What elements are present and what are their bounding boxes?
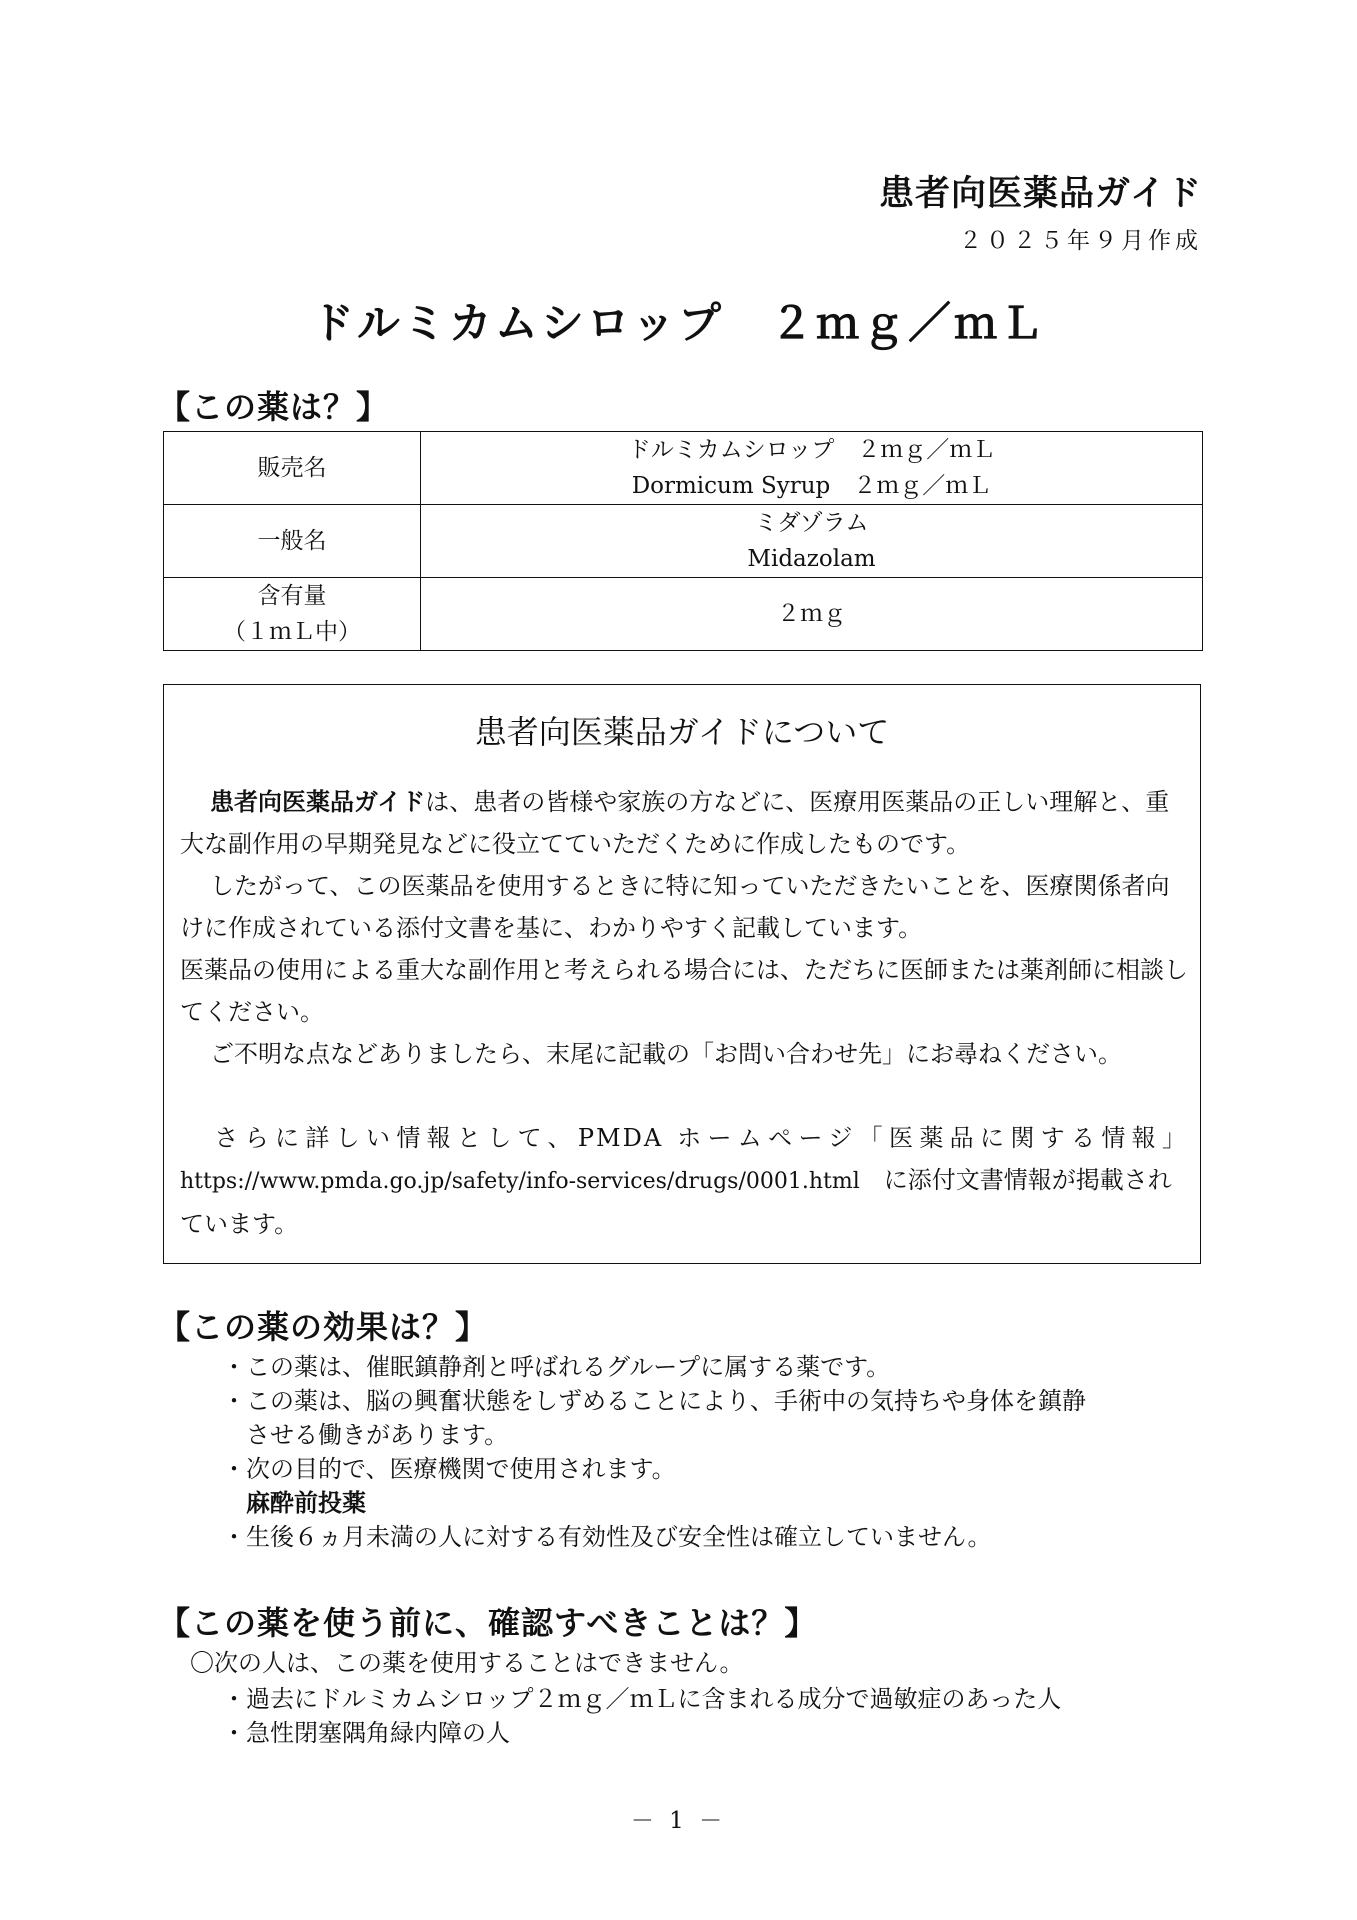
drug-info-table: [163, 431, 1203, 651]
list-item: [222, 1520, 1212, 1554]
list-item-continuation: させる働きがあります。: [246, 1421, 509, 1449]
generic-name-en: Midazolam: [747, 546, 876, 572]
before-use-intro: 〇次の人は、この薬を使用することはできません。: [190, 1649, 744, 1677]
bullet-mark: ・: [222, 1353, 246, 1381]
table-cell-label: 販売名: [164, 432, 421, 505]
effects-item-4: 生後６ヵ月未満の人に対する有効性及び安全性は確立していません。: [246, 1523, 992, 1551]
effects-item-3: 次の目的で、医療機関で使用されます。: [246, 1455, 676, 1483]
brand-name-jp: ドルミカムシロップ ２ｍｇ／ｍＬ: [627, 437, 996, 463]
list-item: [222, 1452, 1212, 1486]
guide-paragraph-1-text: は、患者の皆様や家族の方などに、医療用医薬品の正しい理解と、重大な副作用の早期発見などに役立てていただくために作成したものです。: [180, 788, 1170, 858]
list-item: [222, 1384, 1212, 1418]
guide-paragraph-5-line1: さらに詳しい情報として、PMDA ホームページ「医薬品に関する情報」: [210, 1124, 1188, 1152]
table-row: [164, 505, 1203, 578]
table-cell-value: [421, 432, 1203, 505]
generic-name-jp: ミダゾラム: [754, 510, 869, 536]
pmda-url-link[interactable]: https://www.pmda.go.jp/safety/info-services/drugs/0001.html: [180, 1169, 860, 1194]
bullet-mark: ・: [222, 1719, 246, 1747]
table-cell-label: 一般名: [164, 505, 421, 578]
guide-paragraph-5: [180, 1117, 1188, 1245]
contraindication-item-2: 急性閉塞隅角緑内障の人: [246, 1719, 510, 1747]
table-cell-value: [421, 505, 1203, 578]
contraindication-list: [222, 1682, 1212, 1750]
guide-paragraph-4-text: ご不明な点などありましたら、末尾に記載の「お問い合わせ先」にお尋ねください。: [210, 1040, 1122, 1068]
page-number: － 1 －: [630, 1808, 727, 1834]
document-type-title: 患者向医薬品ガイド: [879, 174, 1202, 214]
table-cell-label: [164, 578, 421, 651]
section-heading-effects: 【この薬の効果は？】: [158, 1308, 489, 1346]
effects-item-1: この薬は、催眠鎮静剤と呼ばれるグループに属する薬です。: [246, 1353, 891, 1381]
table-row: [164, 578, 1203, 651]
content-label-unit: （１ｍＬ中）: [223, 619, 361, 645]
list-item: [222, 1350, 1212, 1384]
guide-info-box: [163, 684, 1201, 1264]
contraindication-item-1: 過去にドルミカムシロップ２ｍｇ／ｍＬに含まれる成分で過敏症のあった人: [246, 1685, 1062, 1713]
creation-date: ２０２５年９月作成: [959, 228, 1202, 254]
guide-paragraph-2: [180, 865, 1188, 949]
effects-item-2-line1: この薬は、脳の興奮状態をしずめることにより、手術中の気持ちや身体を鎮静: [246, 1387, 1086, 1415]
section-heading-before-use: 【この薬を使う前に、確認すべきことは？】: [158, 1604, 818, 1642]
list-item: [222, 1682, 1212, 1716]
brand-name-en: Dormicum Syrup ２ｍｇ／ｍＬ: [631, 473, 992, 499]
guide-paragraph-2-text: したがって、この医薬品を使用するときに特に知っていただきたいことを、医療関係者向けに作成されている添付文書を基に、わかりやすく記載しています。: [180, 872, 1170, 942]
guide-paragraph-1: [180, 781, 1188, 865]
table-row: [164, 432, 1203, 505]
guide-paragraph-3: 医薬品の使用による重大な副作用と考えられる場合には、ただちに医師または薬剤師に相談してください。: [180, 956, 1188, 1026]
guide-term-bold: 患者向医薬品ガイド: [210, 788, 426, 816]
section-heading-about: 【この薬は？】: [158, 388, 390, 426]
guide-paragraph-5-tail: に添付文書情報が掲載されています。: [180, 1166, 1172, 1238]
bullet-mark: ・: [222, 1685, 246, 1713]
bullet-mark: ・: [222, 1387, 246, 1415]
list-item: [222, 1716, 1212, 1750]
table-cell-value: ２ｍｇ: [421, 578, 1203, 651]
effects-list: [222, 1350, 1212, 1554]
bullet-mark: ・: [222, 1455, 246, 1483]
content-label: 含有量: [257, 583, 327, 609]
guide-paragraph-4: [180, 1033, 1188, 1075]
guide-box-title: 患者向医薬品ガイドについて: [474, 713, 890, 751]
purpose-term: 麻酔前投薬: [246, 1489, 366, 1517]
product-title: ドルミカムシロップ ２ｍｇ／ｍＬ: [310, 299, 1047, 349]
bullet-mark: ・: [222, 1523, 246, 1551]
